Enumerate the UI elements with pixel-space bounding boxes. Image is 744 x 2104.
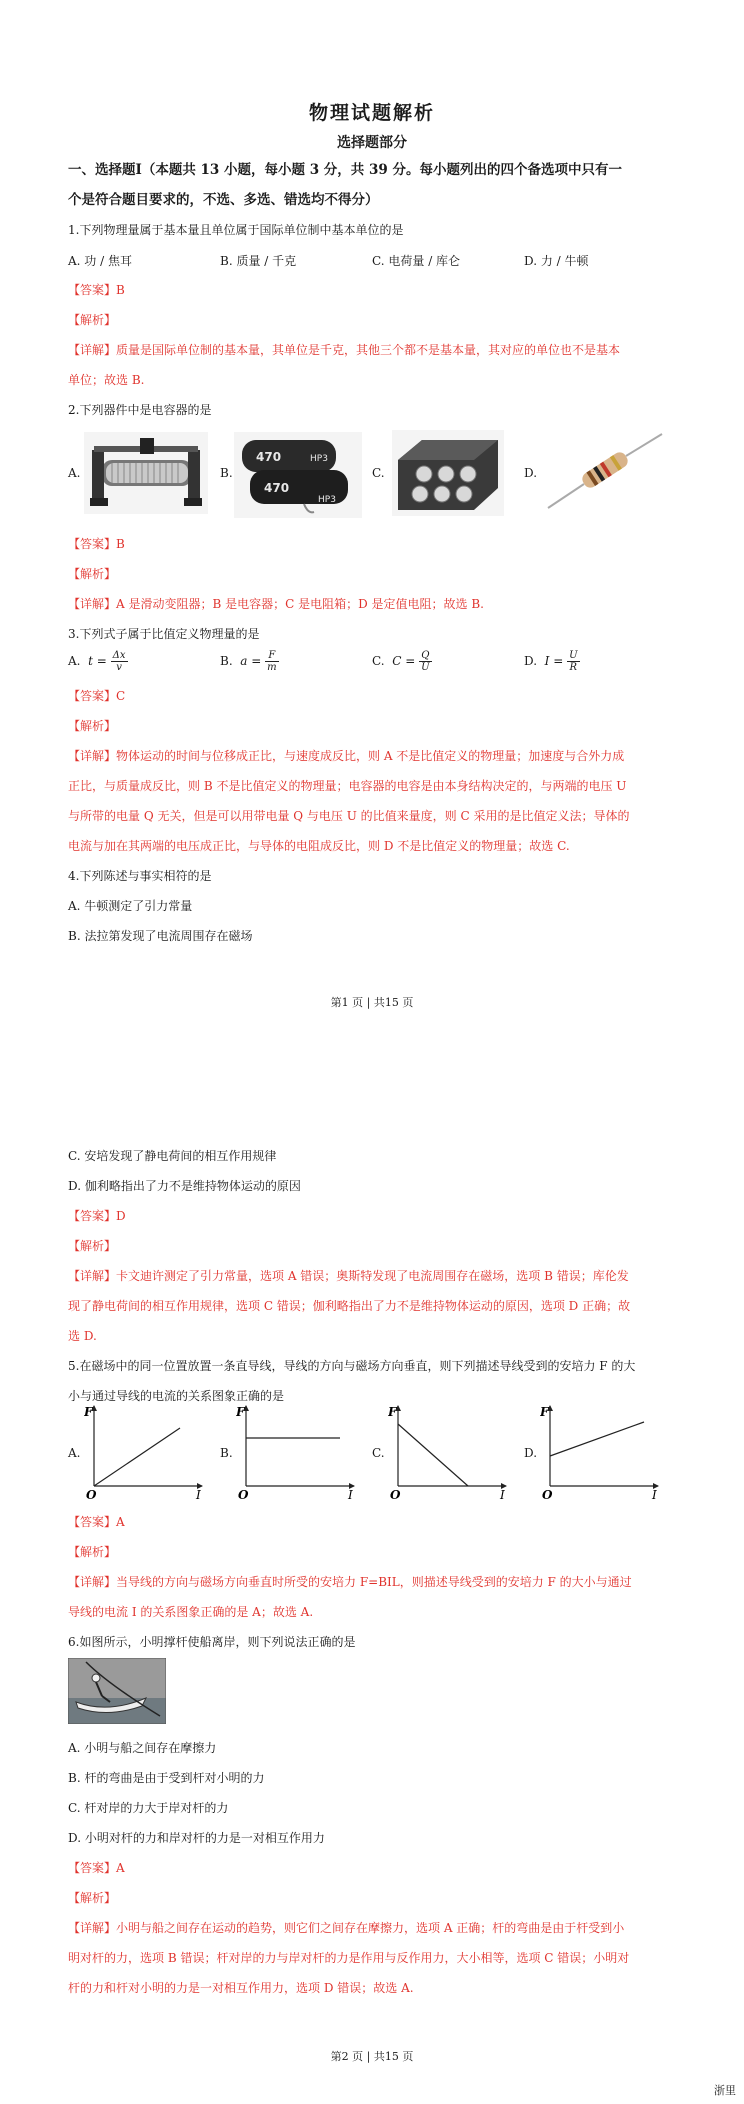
q2-answer: 【答案】B bbox=[68, 537, 125, 551]
capacitor-model-top: HP3 bbox=[310, 454, 328, 464]
q5-graph-d bbox=[540, 1402, 664, 1502]
q3-option-b: B. a = $\frac{F}{m}$ bbox=[220, 650, 277, 673]
q4-analysis: 【解析】 bbox=[68, 1239, 117, 1253]
q5-answer: 【答案】A bbox=[68, 1515, 125, 1529]
capacitor-label-top: 470 bbox=[256, 450, 282, 464]
q4-option-a: A. 牛顿测定了引力常量 bbox=[68, 899, 193, 913]
q4-detail-2: 现了静电荷间的相互作用规律，选项 C 错误；伽利略指出了力不是维持物体运动的原因，选项 D 正确；故 bbox=[68, 1299, 631, 1313]
page-1 bbox=[0, 0, 744, 1050]
q5-label-d: D. bbox=[524, 1446, 538, 1460]
q1-option-c: C. 电荷量 / 库仑 bbox=[372, 254, 461, 268]
q5-stem-2: 小与通过导线的电流的关系图象正确的是 bbox=[68, 1389, 285, 1403]
q4-answer: 【答案】D bbox=[68, 1209, 126, 1223]
q3-stem: 3.下列式子属于比值定义物理量的是 bbox=[68, 627, 260, 641]
q3-option-d: D. I = $\frac{U}{R}$ bbox=[524, 650, 578, 673]
q1-analysis: 【解析】 bbox=[68, 313, 117, 327]
q1-option-d: D. 力 / 牛顿 bbox=[524, 254, 589, 268]
q5-graph-a-y-label: F bbox=[84, 1405, 93, 1419]
q4-stem: 4.下列陈述与事实相符的是 bbox=[68, 869, 212, 883]
capacitor-image bbox=[234, 432, 362, 518]
q5-graph-c-x-label: I bbox=[500, 1488, 505, 1502]
boat-pole-image bbox=[68, 1658, 166, 1724]
q5-stem-1: 5.在磁场中的同一位置放置一条直导线，导线的方向与磁场方向垂直，则下列描述导线受到的安培力 F 的大 bbox=[68, 1359, 636, 1373]
q1-detail-1: 【详解】质量是国际单位制的基本量，其单位是千克，其他三个都不是基本量，其对应的单位也不是基本 bbox=[68, 343, 621, 357]
q5-graph-d-origin: O bbox=[542, 1488, 553, 1502]
q5-label-c: C. bbox=[372, 1446, 385, 1460]
q2-label-a: A. bbox=[68, 466, 81, 480]
q2-stem: 2.下列器件中是电容器的是 bbox=[68, 403, 212, 417]
q6-option-c: C. 杆对岸的力大于岸对杆的力 bbox=[68, 1801, 229, 1815]
q6-analysis: 【解析】 bbox=[68, 1891, 117, 1905]
page-footer-2: 第2 页 | 共15 页 bbox=[330, 2050, 414, 2063]
q6-detail-1: 【详解】小明与船之间存在运动的趋势，则它们之间存在摩擦力，选项 A 正确；杆的弯曲是由于杆受到小 bbox=[68, 1921, 625, 1935]
q1-option-b: B. 质量 / 千克 bbox=[220, 254, 297, 268]
q5-analysis: 【解析】 bbox=[68, 1545, 117, 1559]
q6-option-a: A. 小明与船之间存在摩擦力 bbox=[68, 1741, 217, 1755]
q3-option-a: A. t = $\frac{\Delta x}{v}$ bbox=[68, 650, 126, 673]
q3-analysis: 【解析】 bbox=[68, 719, 117, 733]
section-subtitle: 选择题部分 bbox=[337, 135, 407, 151]
q4-detail-3: 选 D. bbox=[68, 1329, 97, 1343]
q5-graph-d-y-label: F bbox=[540, 1405, 549, 1419]
q4-option-d: D. 伽利略指出了力不是维持物体运动的原因 bbox=[68, 1179, 301, 1193]
q1-stem: 1.下列物理量属于基本量且单位属于国际单位制中基本单位的是 bbox=[68, 223, 404, 237]
q1-answer: 【答案】B bbox=[68, 283, 125, 297]
q6-stem: 6.如图所示，小明撑杆使船离岸，则下列说法正确的是 bbox=[68, 1635, 356, 1649]
q3-detail-4: 电流与加在其两端的电压成正比，与导体的电阻成反比，则 D 不是比值定义的物理量；故选 C. bbox=[68, 839, 570, 853]
q5-detail-1: 【详解】当导线的方向与磁场方向垂直时所受的安培力 F=BIL，则描述导线受到的安培力 F 的大小与通过 bbox=[68, 1575, 632, 1589]
q3-option-c: C. C = $\frac{Q}{U}$ bbox=[372, 650, 430, 673]
q5-graph-b-x-label: I bbox=[348, 1488, 353, 1502]
q1-detail-2: 单位；故选 B. bbox=[68, 373, 145, 387]
q5-graph-b-origin: O bbox=[238, 1488, 249, 1502]
q2-label-b: B. bbox=[220, 466, 233, 480]
q5-graph-c-origin: O bbox=[390, 1488, 401, 1502]
q3-answer: 【答案】C bbox=[68, 689, 126, 703]
q5-label-a: A. bbox=[68, 1446, 81, 1460]
fixed-resistor-image bbox=[544, 428, 666, 516]
q5-graph-c bbox=[388, 1402, 512, 1502]
q3-detail-2: 正比，与质量成反比，则 B 不是比值定义的物理量；电容器的电容是由本身结构决定的，与两端的电压 U bbox=[68, 779, 627, 793]
q3-detail-1: 【详解】物体运动的时间与位移成正比，与速度成反比，则 A 不是比值定义的物理量；加速度与合外力成 bbox=[68, 749, 625, 763]
page-title: 物理试题解析 bbox=[308, 102, 435, 124]
q3-detail-3: 与所带的电量 Q 无关，但是可以用带电量 Q 与电压 U 的比值来量度，则 C 采用的是比值定义法；导体的 bbox=[68, 809, 630, 823]
q6-answer: 【答案】A bbox=[68, 1861, 125, 1875]
q2-label-c: C. bbox=[372, 466, 385, 480]
q6-option-d: D. 小明对杆的力和岸对杆的力是一对相互作用力 bbox=[68, 1831, 325, 1845]
corner-watermark: 浙里 bbox=[714, 2084, 736, 2097]
q6-option-b: B. 杆的弯曲是由于受到杆对小明的力 bbox=[68, 1771, 265, 1785]
q1-option-a: A. 功 / 焦耳 bbox=[68, 254, 132, 268]
sliding-rheostat-image bbox=[84, 432, 208, 514]
q5-label-b: B. bbox=[220, 1446, 233, 1460]
q5-graph-d-x-label: I bbox=[652, 1488, 657, 1502]
q5-detail-2: 导线的电流 I 的关系图象正确的是 A；故选 A. bbox=[68, 1605, 314, 1619]
q5-graph-b bbox=[236, 1402, 360, 1502]
resistance-box-image bbox=[392, 430, 504, 516]
capacitor-model-bottom: HP3 bbox=[318, 495, 336, 505]
section-heading-line-2: 个是符合题目要求的，不选、多选、错选均不得分） bbox=[68, 192, 379, 208]
q2-label-d: D. bbox=[524, 466, 538, 480]
q4-option-b: B. 法拉第发现了电流周围存在磁场 bbox=[68, 929, 253, 943]
section-heading-line-1: 一、选择题Ⅰ（本题共 13 小题，每小题 3 分，共 39 分。每小题列出的四个备选项中只有一 bbox=[68, 162, 622, 178]
q4-detail-1: 【详解】卡文迪许测定了引力常量，选项 A 错误；奥斯特发现了电流周围存在磁场，选项 B 错误；库伦发 bbox=[68, 1269, 629, 1283]
q6-detail-3: 杆的力和杆对小明的力是一对相互作用力，选项 D 错误；故选 A. bbox=[68, 1981, 414, 1995]
q2-analysis: 【解析】 bbox=[68, 567, 117, 581]
q6-detail-2: 明对杆的力，选项 B 错误；杆对岸的力与岸对杆的力是作用与反作用力，大小相等，选项 C 错误；小明对 bbox=[68, 1951, 630, 1965]
q2-detail: 【详解】A 是滑动变阻器；B 是电容器；C 是电阻箱；D 是定值电阻；故选 B. bbox=[68, 597, 484, 611]
q5-graph-a-origin: O bbox=[86, 1488, 97, 1502]
page-2 bbox=[0, 1050, 744, 2104]
q5-graph-a bbox=[84, 1402, 208, 1502]
q5-graph-a-x-label: I bbox=[196, 1488, 201, 1502]
q4-option-c: C. 安培发现了静电荷间的相互作用规律 bbox=[68, 1149, 277, 1163]
page-footer-1: 第1 页 | 共15 页 bbox=[330, 996, 414, 1009]
capacitor-label-bottom: 470 bbox=[264, 481, 290, 495]
q5-graph-c-y-label: F bbox=[388, 1405, 397, 1419]
q5-graph-b-y-label: F bbox=[236, 1405, 245, 1419]
